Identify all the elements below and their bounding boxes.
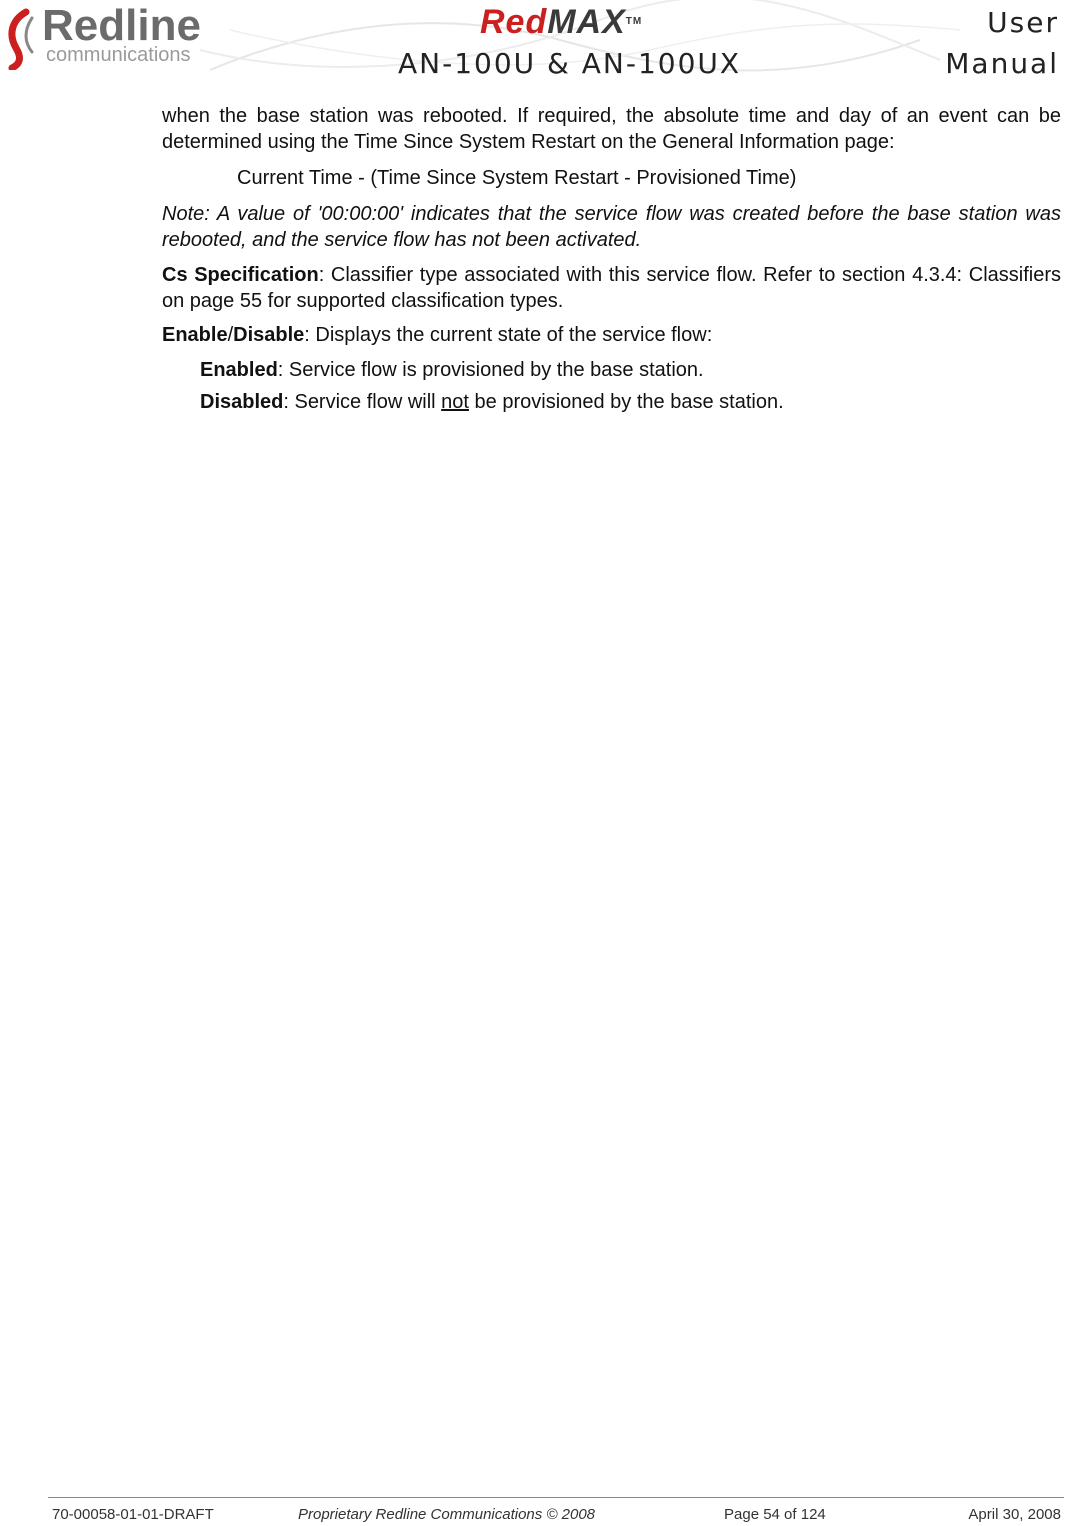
page-footer xyxy=(0,1506,1065,1526)
enabled-item xyxy=(162,357,1061,383)
enable-disable-text: : Displays the current state of the service flow: xyxy=(304,324,713,346)
company-logo-tagline: communications xyxy=(46,44,191,66)
time-formula: Current Time - (Time Since System Restart - Provisioned Time) xyxy=(237,167,797,189)
brand-trademark: TM xyxy=(625,16,643,27)
enable-slash: / xyxy=(227,324,234,346)
note-paragraph: Note: A value of '00:00:00' indicates that the service flow was created before the base station was rebooted, and the service flow has not been activated. xyxy=(162,203,1061,251)
product-brand-logo xyxy=(480,4,642,40)
disabled-text-not: not xyxy=(441,391,469,413)
enable-disable-paragraph xyxy=(162,322,1061,348)
page-body xyxy=(162,103,1061,415)
footer-date: April 30, 2008 xyxy=(968,1506,1061,1523)
doc-type-line-1: User xyxy=(987,6,1059,39)
doc-type-line-2: Manual xyxy=(945,47,1059,80)
disabled-item xyxy=(162,389,1061,415)
disable-term: Disable xyxy=(233,324,305,346)
redline-logo-icon xyxy=(2,8,42,70)
disabled-text-end: be provisioned by the base station. xyxy=(468,391,784,413)
page-header xyxy=(0,0,1065,92)
disabled-text-start: : Service flow will xyxy=(283,391,442,413)
footer-doc-id: 70-00058-01-01-DRAFT xyxy=(52,1506,214,1523)
intro-paragraph: when the base station was rebooted. If required, the absolute time and day of an event can be determined using the Time Since System Restart on the General Information page: xyxy=(162,105,1061,153)
footer-proprietary: Proprietary Redline Communications © 2008 xyxy=(298,1506,596,1523)
brand-red-part: Red xyxy=(480,3,548,41)
brand-dark-part: MAX xyxy=(547,3,626,41)
document-type xyxy=(945,2,1059,84)
cs-specification-term: Cs Specification xyxy=(162,264,319,286)
enable-term: Enable xyxy=(162,324,228,346)
company-logo-wordmark: Redline xyxy=(42,1,201,50)
cs-specification-text: : Classifier type associated with this service flow. Refer to section 4.3.4: Classifiers on page 55 for supported classification types. xyxy=(162,264,1061,312)
footer-divider xyxy=(48,1497,1064,1498)
enabled-term: Enabled xyxy=(200,359,278,381)
cs-specification-paragraph xyxy=(162,262,1061,314)
disabled-term: Disabled xyxy=(200,391,284,413)
footer-page-number: Page 54 of 124 xyxy=(724,1506,826,1523)
enabled-text: : Service flow is provisioned by the base station. xyxy=(277,359,704,381)
product-model-title: AN-100U & AN-100UX xyxy=(398,47,742,80)
